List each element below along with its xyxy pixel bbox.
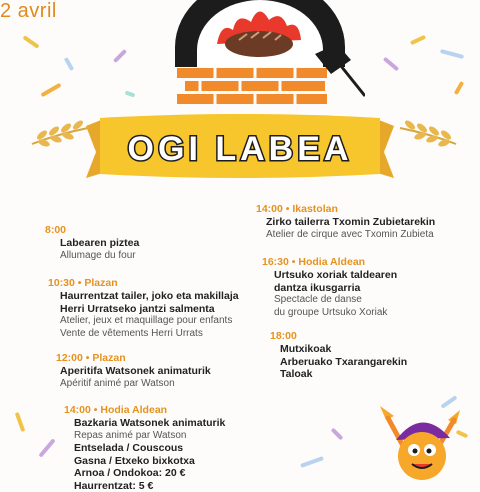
confetti bbox=[22, 35, 39, 49]
program-item bbox=[270, 330, 407, 381]
item-title: Bazkaria Watsonek animaturik bbox=[74, 417, 225, 430]
item-time: 10:30 • Plazan bbox=[48, 277, 239, 290]
wheat-icon bbox=[398, 110, 460, 150]
menu-line: Entselada / Couscous bbox=[74, 442, 225, 455]
item-time: 8:00 bbox=[45, 224, 139, 237]
character-icon bbox=[372, 398, 472, 480]
item-subtitle: Vente de vêtements Herri Urrats bbox=[60, 328, 239, 341]
item-time: 14:00 • Hodia Aldean bbox=[64, 404, 225, 417]
confetti bbox=[454, 81, 464, 95]
confetti bbox=[113, 49, 127, 63]
event-date: 2 avril bbox=[0, 0, 480, 23]
confetti bbox=[15, 412, 26, 432]
item-title: Haurrentzat tailer, joko eta makillaja bbox=[60, 290, 239, 303]
item-title: Arberuako Txarangarekin bbox=[280, 356, 407, 369]
item-title: Zirko tailerra Txomin Zubietarekin bbox=[266, 216, 435, 229]
program-item bbox=[48, 277, 239, 340]
confetti bbox=[64, 57, 74, 71]
menu-line: Arnoa / Ondokoa: 20 € bbox=[74, 467, 225, 480]
item-subtitle: Repas animé par Watson bbox=[74, 430, 225, 443]
item-subtitle: du groupe Urtsuko Xoriak bbox=[274, 307, 397, 320]
oven-icon bbox=[155, 0, 365, 104]
banner-title: OGI LABEA bbox=[128, 130, 353, 168]
item-subtitle: Spectacle de danse bbox=[274, 294, 397, 307]
confetti bbox=[410, 35, 426, 45]
item-title: Aperitifa Watsonek animaturik bbox=[60, 365, 211, 378]
item-title: Herri Urratseko jantzi salmenta bbox=[60, 303, 239, 316]
confetti bbox=[300, 456, 324, 468]
item-time: 14:00 • Ikastolan bbox=[256, 203, 435, 216]
confetti bbox=[440, 49, 464, 59]
confetti bbox=[125, 90, 136, 97]
confetti bbox=[383, 57, 399, 72]
item-title: Taloak bbox=[280, 368, 407, 381]
item-subtitle: Atelier de cirque avec Txomin Zubieta bbox=[266, 229, 435, 242]
item-title: Labearen piztea bbox=[60, 237, 139, 250]
confetti bbox=[40, 83, 61, 97]
confetti bbox=[331, 428, 344, 441]
title-banner bbox=[84, 112, 396, 186]
item-subtitle: Atelier, jeux et maquillage pour enfants bbox=[60, 315, 239, 328]
item-time: 18:00 bbox=[270, 330, 407, 343]
item-title: Urtsuko xoriak taldearen bbox=[274, 269, 397, 282]
program-item bbox=[262, 256, 397, 319]
item-time: 16:30 • Hodia Aldean bbox=[262, 256, 397, 269]
program-item bbox=[256, 203, 435, 241]
menu-line: Haurrentzat: 5 € bbox=[74, 480, 225, 492]
item-time: 12:00 • Plazan bbox=[56, 352, 211, 365]
item-title: dantza ikusgarria bbox=[274, 282, 397, 295]
menu-line: Gasna / Etxeko bixkotxa bbox=[74, 455, 225, 468]
item-title: Mutxikoak bbox=[280, 343, 407, 356]
program-item bbox=[64, 404, 225, 492]
wheat-icon bbox=[28, 110, 90, 150]
confetti bbox=[38, 438, 55, 457]
item-subtitle: Allumage du four bbox=[60, 250, 139, 263]
program-item bbox=[56, 352, 211, 390]
program-item bbox=[45, 224, 139, 262]
item-subtitle: Apéritif animé par Watson bbox=[60, 378, 211, 391]
bread-icon bbox=[225, 31, 293, 57]
